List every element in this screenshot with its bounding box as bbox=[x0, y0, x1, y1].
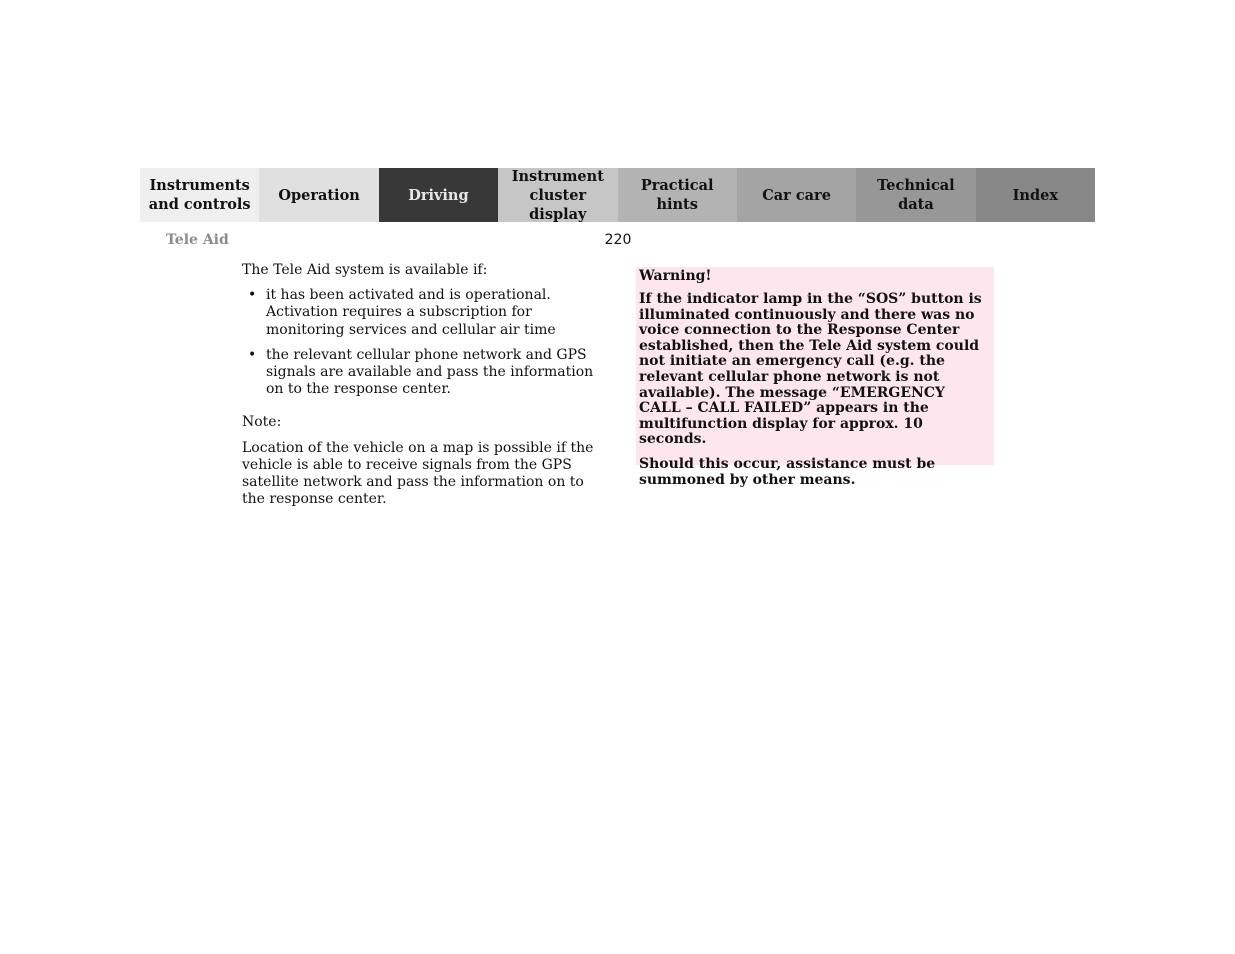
note-text: Location of the vehicle on a map is possible if the vehicle is able to receive signals from the GPS satellite network and pass the information on to the response center. bbox=[242, 439, 594, 508]
tab-index[interactable]: Index bbox=[976, 168, 1095, 222]
tab-practical-hints[interactable]: Practical hints bbox=[618, 168, 737, 222]
warning-title: Warning! bbox=[639, 268, 712, 284]
bullet-icon: • bbox=[248, 346, 257, 363]
section-title: Tele Aid bbox=[166, 232, 229, 248]
list-item bbox=[242, 287, 604, 339]
warning-box bbox=[636, 267, 994, 488]
availability-list bbox=[242, 287, 604, 398]
main-text-column bbox=[242, 262, 604, 508]
intro-text: The Tele Aid system is available if: bbox=[242, 262, 488, 278]
bullet-icon: • bbox=[248, 287, 257, 304]
list-item-text: the relevant cellular phone network and GPS signals are available and pass the information on to the response center. bbox=[266, 346, 594, 398]
list-item-text: it has been activated and is operational. Activation requires a subscription for monitoring services and cellular air time bbox=[266, 287, 556, 338]
tab-technical-data[interactable]: Technical data bbox=[856, 168, 975, 222]
list-item bbox=[242, 347, 604, 399]
note-label: Note: bbox=[242, 414, 282, 431]
tab-operation[interactable]: Operation bbox=[259, 168, 378, 222]
tab-driving[interactable]: Driving bbox=[379, 168, 498, 222]
chapter-tab-bar bbox=[140, 168, 1095, 222]
tab-instrument-cluster-display[interactable]: Instrument cluster display bbox=[498, 168, 617, 222]
tab-car-care[interactable]: Car care bbox=[737, 168, 856, 222]
warning-paragraph-2: Should this occur, assistance must be summoned by other means. bbox=[639, 455, 936, 488]
tab-instruments-and-controls[interactable]: Instruments and controls bbox=[140, 168, 259, 222]
warning-paragraph-1: If the indicator lamp in the “SOS” button is illuminated continuously and there was no voice connection to the Response Center established, then the Tele Aid system could not initiate an emergency call (e.g. the relevant cellular phone network is not available). The message “EMERGENCY CALL – CALL FAILED” appears in the multifunction display for approx. 10 seconds. bbox=[639, 291, 982, 448]
page-number: 220 bbox=[604, 232, 632, 248]
